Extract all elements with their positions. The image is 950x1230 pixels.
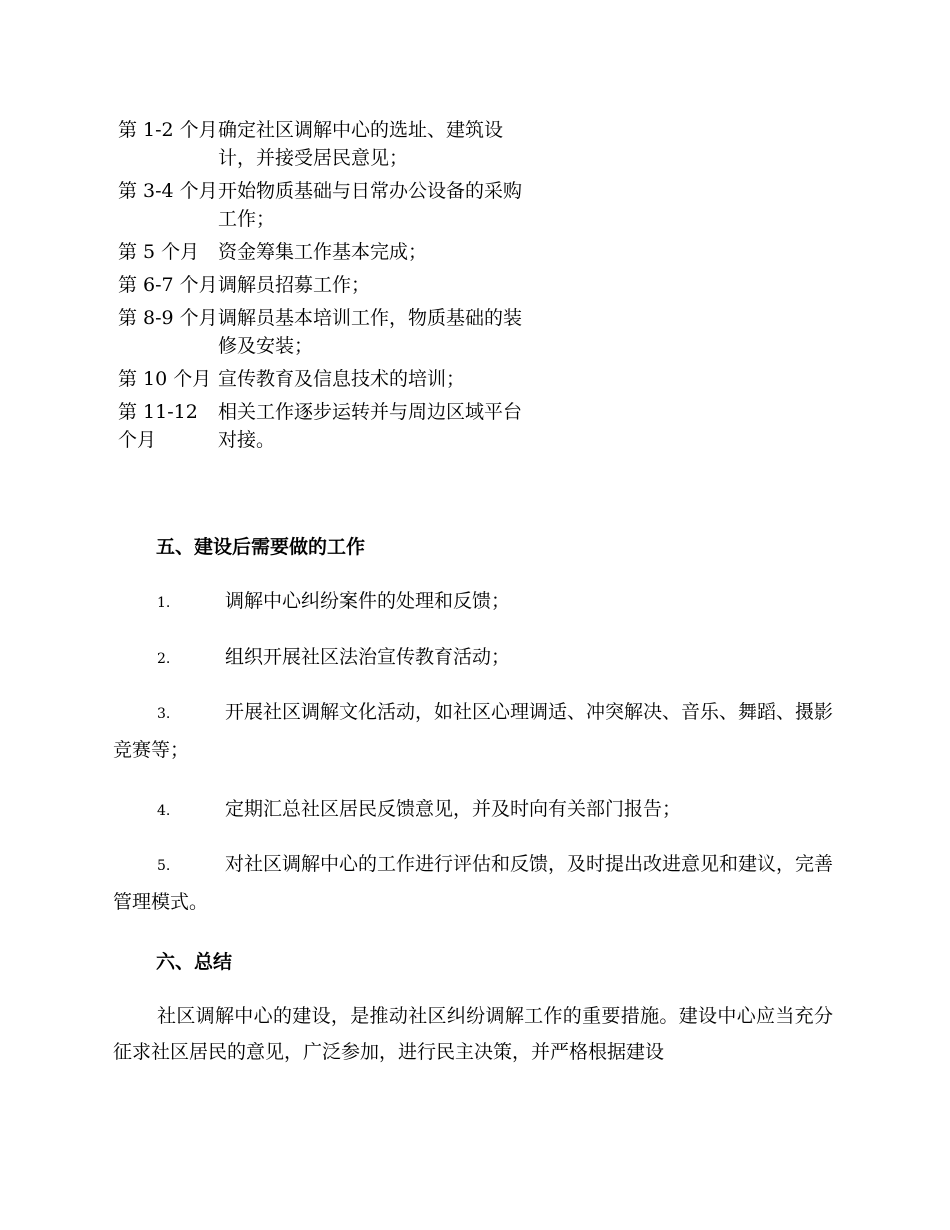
schedule-task: 相关工作逐步运转并与周边区域平台对接。 — [218, 401, 523, 451]
list-item-number: 1. — [157, 595, 171, 611]
list-item — [113, 639, 833, 677]
schedule-task: 宣传教育及信息技术的培训； — [218, 368, 466, 390]
schedule-task: 调解员招募工作； — [218, 274, 371, 296]
schedule-period: 第 10 个月 — [118, 368, 212, 390]
list-item — [113, 791, 833, 829]
schedule-row — [118, 271, 538, 299]
list-item-number: 4. — [157, 803, 171, 819]
schedule-row — [118, 304, 538, 360]
schedule-task: 调解员基本培训工作，物质基础的装修及安装； — [218, 307, 523, 357]
schedule-row — [118, 398, 538, 454]
list-item-number: 2. — [157, 651, 171, 667]
list-item — [113, 694, 833, 768]
schedule-row — [118, 238, 538, 266]
list-item-text: 组织开展社区法治宣传教育活动； — [225, 646, 511, 668]
schedule-row — [118, 116, 538, 172]
list-item-number: 3. — [157, 706, 171, 722]
schedule-period: 第 3-4 个月 — [118, 180, 218, 202]
list-item-text: 开展社区调解文化活动，如社区心理调适、冲突解决、音乐、舞蹈、摄影竞赛等； — [113, 701, 834, 761]
list-item — [113, 846, 833, 920]
schedule-period: 第 6-7 个月 — [118, 274, 218, 296]
list-item-number: 5. — [157, 858, 171, 874]
schedule-period: 第 1-2 个月 — [118, 119, 218, 141]
schedule-period: 第 11-12 个月 — [118, 401, 198, 451]
schedule-task: 开始物质基础与日常办公设备的采购工作； — [218, 180, 523, 230]
schedule-row — [118, 177, 538, 233]
schedule-task: 资金筹集工作基本完成； — [218, 241, 428, 263]
schedule-row — [118, 365, 538, 393]
list-item-text: 对社区调解中心的工作进行评估和反馈，及时提出改进意见和建议，完善管理模式。 — [113, 853, 834, 913]
schedule-period: 第 8-9 个月 — [118, 307, 218, 329]
section-heading-6: 六、总结 — [156, 951, 233, 973]
list-item-text: 定期汇总社区居民反馈意见，并及时向有关部门报告； — [225, 798, 682, 820]
list-item-text: 调解中心纠纷案件的处理和反馈； — [225, 590, 511, 612]
list-item — [113, 583, 833, 621]
schedule-period: 第 5 个月 — [118, 241, 200, 263]
schedule-task: 确定社区调解中心的选址、建筑设计，并接受居民意见； — [218, 119, 504, 169]
schedule-table — [118, 116, 538, 459]
section-heading-5: 五、建设后需要做的工作 — [156, 536, 366, 558]
summary-paragraph: 社区调解中心的建设，是推动社区纠纷调解工作的重要措施。建设中心应当充分征求社区居民的意见，广泛参加，进行民主决策，并严格根据建设 — [113, 1005, 833, 1063]
